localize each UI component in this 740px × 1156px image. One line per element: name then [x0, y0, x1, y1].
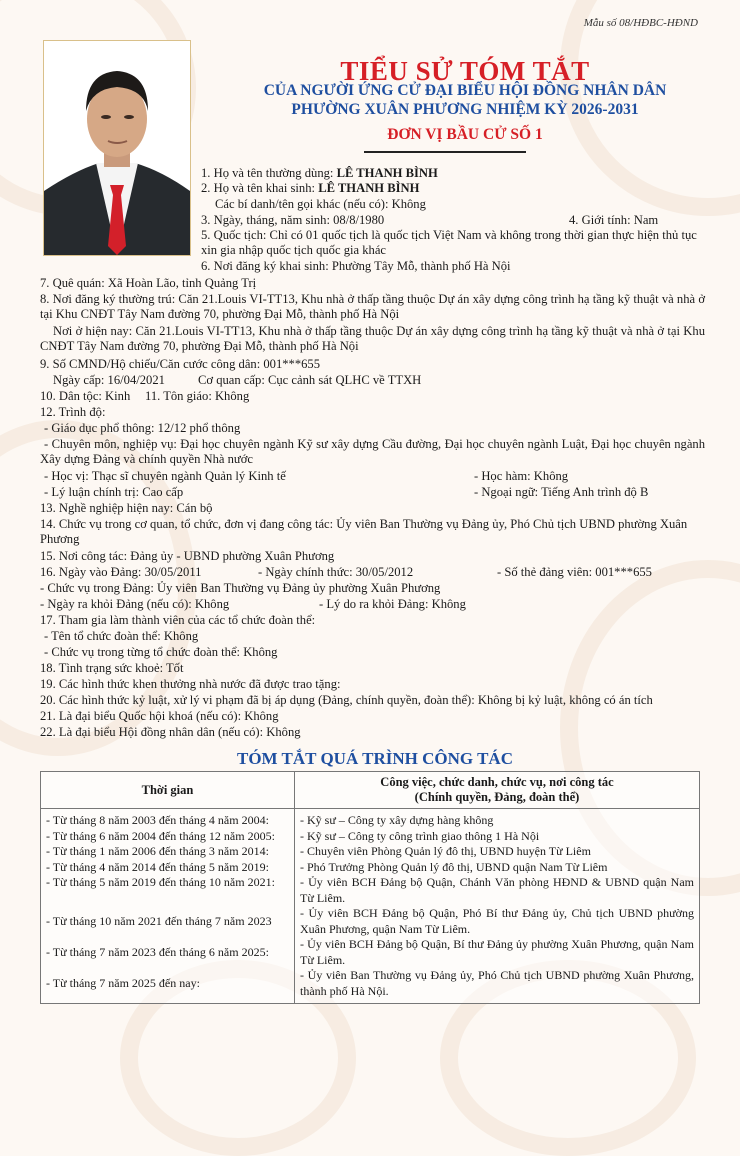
time-entry: - Từ tháng 1 năm 2006 đến tháng 3 năm 2014:	[46, 844, 269, 858]
field-hometown: 7. Quê quán: Xã Hoàn Lão, tỉnh Quảng Trị	[40, 276, 257, 290]
table-header-row	[41, 772, 700, 809]
description-entry: - Ủy viên BCH Đảng bộ Quận, Phó Bí thư Đảng ủy, Chủ tịch UBND phường Xuân Phương, quận Nam Từ Liêm.	[300, 906, 694, 936]
time-entry: - Từ tháng 10 năm 2021 đến tháng 7 năm 2023	[46, 914, 272, 928]
work-history-table	[40, 771, 700, 1004]
field-gender: 4. Giới tính: Nam	[569, 213, 659, 227]
description-entry: - Kỹ sư – Công ty công trình giao thông 1 Hà Nội	[300, 828, 540, 843]
time-entry: - Từ tháng 5 năm 2019 đến tháng 10 năm 2021:	[46, 875, 275, 889]
table-row	[41, 809, 700, 1004]
work-history-title: TÓM TẮT QUÁ TRÌNH CÔNG TÁC	[237, 749, 513, 768]
field-nationality	[201, 228, 701, 258]
field-discipline: 20. Các hình thức kỷ luật, xử lý vi phạm đã bị áp dụng (Đảng, chính quyền, đoàn thể): Không bị kỷ luật, không có án tích	[40, 693, 653, 707]
field-council-delegate: 22. Là đại biểu Hội đồng nhân dân (nếu có): Không	[40, 725, 301, 739]
description-entry: - Phó Trưởng Phòng Quản lý đô thị, UBND quận Nam Từ Liêm	[300, 859, 608, 874]
form-number: Mẫu số 08/HĐBC-HĐND	[583, 17, 698, 29]
field-party-exit-reason: - Lý do ra khỏi Đảng: Không	[319, 597, 466, 611]
column-header-line: Công việc, chức danh, chức vụ, nơi công tác	[380, 775, 614, 789]
field-degree: - Học vị: Thạc sĩ chuyên ngành Quản lý Kinh tế	[44, 469, 286, 483]
document-title: TIỂU SỬ TÓM TẮT	[340, 56, 590, 86]
field-ethnicity: 10. Dân tộc: Kinh	[40, 389, 131, 403]
time-cell	[41, 809, 295, 1004]
field-foreign-language: - Ngoại ngữ: Tiếng Anh trình độ B	[474, 485, 649, 499]
field-party-join-date: 16. Ngày vào Đảng: 30/05/2011	[40, 565, 202, 579]
document-subtitle-line1: CỦA NGƯỜI ỨNG CỬ ĐẠI BIỂU HỘI ĐỒNG NHÂN DÂN	[263, 82, 667, 99]
field-na-delegate: 21. Là đại biểu Quốc hội khoá (nếu có): Không	[40, 709, 279, 723]
candidate-photo	[43, 40, 191, 256]
field-party-position: - Chức vụ trong Đảng: Ủy viên Ban Thường vụ Đảng ủy phường Xuân Phương	[40, 581, 441, 595]
field-religion: 11. Tôn giáo: Không	[145, 389, 250, 403]
candidate-birth-name: LÊ THANH BÌNH	[318, 181, 420, 195]
field-party-card: - Số thẻ đảng viên: 001***655	[497, 565, 652, 579]
field-education-heading: 12. Trình độ:	[40, 405, 106, 419]
field-occupation: 13. Nghề nghiệp hiện nay: Cán bộ	[40, 501, 213, 515]
field-position: 14. Chức vụ trong cơ quan, tổ chức, đơn vị đang công tác: Ủy viên Ban Thường vụ Đảng ủy, Phó Chủ tịch UBND phường Xuân Phương	[40, 517, 688, 546]
title-divider	[364, 151, 526, 153]
field-party-exit-date: - Ngày ra khỏi Đảng (nếu có): Không	[40, 597, 230, 611]
portrait-icon	[44, 41, 190, 255]
description-entry: - Kỹ sư – Công ty xây dựng hàng không	[300, 813, 494, 827]
field-id-number: 9. Số CMND/Hộ chiếu/Căn cước công dân: 001***655	[40, 357, 321, 371]
field-birth-name	[201, 181, 419, 196]
nationality-text: 5. Quốc tịch: Chỉ có 01 quốc tịch là quốc tịch Việt Nam và không trong thời gian thực hiện thủ tục xin gia nhập quốc tịch quốc gia khác	[201, 228, 697, 257]
field-permanent-address: 8. Nơi đăng ký thường trú: Căn 21.Louis VI-TT13, Khu nhà ở thấp tầng thuộc Dự án xây dựng công trình hạ tầng kỹ thuật và nhà ở tại Khu CNĐT Tây Nam đường 70, phường Đại Mỗ, thành phố Hà Nội	[40, 292, 705, 321]
field-party-official-date: - Ngày chính thức: 30/05/2012	[258, 565, 414, 579]
field-political-theory: - Lý luận chính trị: Cao cấp	[44, 485, 184, 499]
field-label: 2. Họ và tên khai sinh:	[201, 181, 319, 195]
field-dob: 3. Ngày, tháng, năm sinh: 08/8/1980	[201, 213, 385, 227]
field-org-name: - Tên tổ chức đoàn thể: Không	[44, 629, 199, 643]
column-header-description	[295, 772, 700, 809]
description-entry: - Ủy viên Ban Thường vụ Đảng ủy, Phó Chủ tịch UBND phường Xuân Phương, thành phố Hà Nội.	[300, 968, 694, 998]
field-current-address: Nơi ở hiện nay: Căn 21.Louis VI-TT13, Khu nhà ở thấp tầng thuộc Dự án xây dựng công trình hạ tầng kỹ thuật và nhà ở tại Khu CNĐT Tây Nam đường 70, phường Đại Mỗ, thành phố Hà Nội	[40, 324, 705, 353]
field-health: 18. Tình trạng sức khoẻ: Tốt	[40, 661, 184, 675]
field-label: 1. Họ và tên thường dùng:	[201, 166, 337, 180]
time-entry: - Từ tháng 6 năm 2004 đến tháng 12 năm 2005:	[46, 828, 275, 843]
field-common-name	[201, 166, 438, 181]
field-general-education: - Giáo dục phổ thông: 12/12 phổ thông	[44, 421, 241, 435]
description-entry: - Ủy viên BCH Đảng bộ Quận, Chánh Văn phòng HĐND & UBND quận Nam Từ Liêm.	[300, 875, 694, 905]
field-orgs-heading: 17. Tham gia làm thành viên của các tổ chức đoàn thể:	[40, 613, 316, 627]
time-entry: - Từ tháng 4 năm 2014 đến tháng 5 năm 2019:	[46, 859, 269, 874]
field-workplace: 15. Nơi công tác: Đảng ủy - UBND phường Xuân Phương	[40, 549, 335, 563]
candidate-name: LÊ THANH BÌNH	[336, 166, 438, 180]
time-entry: - Từ tháng 7 năm 2025 đến nay:	[46, 976, 200, 990]
field-specialization: - Chuyên môn, nghiệp vụ: Đại học chuyên ngành Kỹ sư xây dựng Cầu đường, Đại học chuyên ngành Luật, Đại học chuyên ngành Xây dựng Đảng và chính quyền Nhà nước	[40, 437, 705, 466]
column-header-time: Thời gian	[41, 772, 295, 809]
field-awards: 19. Các hình thức khen thưởng nhà nước đã được trao tặng:	[40, 677, 341, 691]
document-subtitle-line2: PHƯỜNG XUÂN PHƯƠNG NHIỆM KỲ 2026-2031	[291, 101, 639, 118]
field-birthplace: 6. Nơi đăng ký khai sinh: Phường Tây Mỗ, thành phố Hà Nội	[201, 259, 511, 273]
time-entry: - Từ tháng 7 năm 2023 đến tháng 6 năm 2025:	[46, 945, 269, 959]
field-id-issue-date: Ngày cấp: 16/04/2021	[53, 373, 165, 387]
time-entry: - Từ tháng 8 năm 2003 đến tháng 4 năm 2004:	[46, 813, 269, 827]
field-id-issuer: Cơ quan cấp: Cục cảnh sát QLHC về TTXH	[198, 373, 422, 387]
column-header-line: (Chính quyền, Đảng, đoàn thể)	[414, 790, 580, 804]
field-org-position: - Chức vụ trong từng tổ chức đoàn thể: Không	[44, 645, 278, 659]
field-aliases: Các bí danh/tên gọi khác (nếu có): Không	[215, 197, 426, 211]
electoral-unit: ĐƠN VỊ BẦU CỬ SỐ 1	[387, 126, 543, 143]
description-entry: - Chuyên viên Phòng Quản lý đô thị, UBND huyện Từ Liêm	[300, 844, 591, 858]
field-academic-title: - Học hàm: Không	[474, 469, 569, 483]
description-cell	[295, 809, 700, 1004]
description-entry: - Ủy viên BCH Đảng bộ Quận, Bí thư Đảng ủy phường Xuân Phương, quận Nam Từ Liêm.	[300, 937, 694, 967]
